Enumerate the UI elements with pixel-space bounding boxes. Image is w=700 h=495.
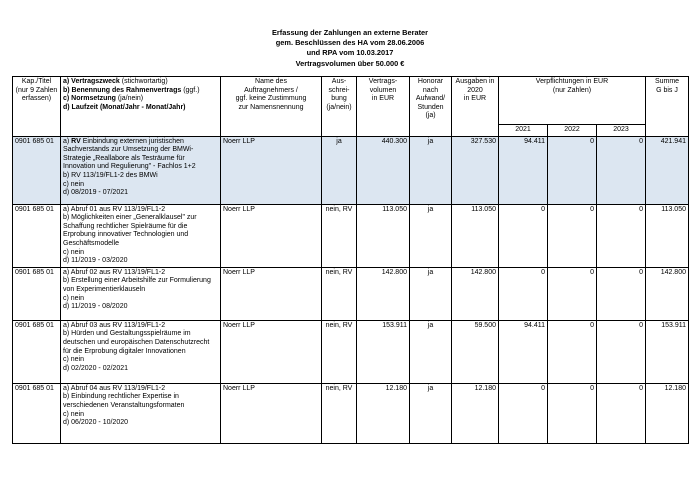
cell-description xyxy=(61,267,221,320)
title-line-2: gem. Beschlüssen des HA vom 28.06.2006 xyxy=(275,38,425,48)
desc-line: c) nein xyxy=(63,410,85,418)
header-volumen-line: Vertrags- xyxy=(368,78,398,85)
header-summe xyxy=(646,77,689,137)
header-vertrag-line: d) Laufzeit (Monat/Jahr - Monat/Jahr) xyxy=(63,103,186,111)
cell-summe: 153.911 xyxy=(646,320,689,383)
cell-volumen: 440.300 xyxy=(357,136,410,204)
header-honorar-line: nach xyxy=(422,86,439,94)
cell-2021: 0 xyxy=(499,204,548,267)
header-ausschreibung-line: schrei- xyxy=(328,86,350,94)
desc-line: a) RV Einbindung externen juristischen Sachverstands zur Umsetzung der BMWi-Strategie „Reallabore als Testräume für Innovation und Regulierung" - Fachlos 1+2 xyxy=(63,137,196,171)
table-row xyxy=(13,383,689,443)
cell-2023: 0 xyxy=(597,204,646,267)
header-auftragnehmer-line: ggf. keine Zustimmung xyxy=(235,95,307,103)
cell-ausschreibung: nein, RV xyxy=(322,383,357,443)
cell-2022: 0 xyxy=(548,383,597,443)
header-vertrag-line: b) Benennung des Rahmenvertrags (ggf.) xyxy=(63,86,200,94)
header-honorar-line: Aufwand/ xyxy=(415,95,446,103)
header-ausgaben xyxy=(452,77,499,137)
header-ausgaben-line: Ausgaben in xyxy=(455,78,495,85)
document-title xyxy=(0,28,700,69)
cell-honorar: ja xyxy=(410,320,452,383)
header-verpflichtungen-line: (nur Zahlen) xyxy=(552,86,592,94)
title-line-4: Vertragsvolumen über 50.000 € xyxy=(295,58,405,68)
cell-ausgaben: 59.500 xyxy=(452,320,499,383)
cell-volumen: 153.911 xyxy=(357,320,410,383)
cell-kap: 0901 685 01 xyxy=(13,136,61,204)
desc-line: c) nein xyxy=(63,356,85,364)
desc-line: b) Möglichkeiten einer „Generalklausel" zur Schaffung rechtlicher Spielräume für die Erprobung innovativer Technologien und Geschäftsmodelle xyxy=(63,214,197,247)
header-auftragnehmer-line: zur Namensnennung xyxy=(238,103,304,111)
desc-line: b) Einbindung rechtlicher Expertise in verschiedenen Veranstaltungsformaten xyxy=(63,393,185,409)
header-volumen xyxy=(357,77,410,137)
cell-summe: 142.800 xyxy=(646,267,689,320)
header-year-2023: 2023 xyxy=(597,125,646,137)
cell-2022: 0 xyxy=(548,320,597,383)
table-row xyxy=(13,320,689,383)
cell-honorar: ja xyxy=(410,383,452,443)
cell-2022: 0 xyxy=(548,136,597,204)
header-verpflichtungen xyxy=(499,77,646,125)
cell-volumen: 12.180 xyxy=(357,383,410,443)
cell-description xyxy=(61,320,221,383)
header-auftragnehmer xyxy=(221,77,322,137)
desc-line: a) Abruf 04 aus RV 113/19/FL1-2 xyxy=(63,384,166,392)
header-ausgaben-line: 2020 xyxy=(467,86,483,94)
cell-2023: 0 xyxy=(597,136,646,204)
desc-line: c) nein xyxy=(63,248,85,256)
cell-2023: 0 xyxy=(597,267,646,320)
desc-line: b) RV 113/19/FL1-2 des BMWi xyxy=(63,171,158,179)
table-row xyxy=(13,267,689,320)
cell-2021: 94.411 xyxy=(499,320,548,383)
cell-volumen: 142.800 xyxy=(357,267,410,320)
cell-honorar: ja xyxy=(410,267,452,320)
title-line-1: Erfassung der Zahlungen an externe Berater xyxy=(271,28,429,37)
cell-2021: 0 xyxy=(499,267,548,320)
cell-2021: 0 xyxy=(499,383,548,443)
cell-description xyxy=(61,136,221,204)
header-ausgaben-line: in EUR xyxy=(463,95,487,103)
desc-line: d) 02/2020 - 02/2021 xyxy=(63,364,128,372)
header-ausschreibung xyxy=(322,77,357,137)
cell-auftragnehmer: Noerr LLP xyxy=(221,136,322,204)
header-kap-line: (nur 9 Zahlen xyxy=(15,86,58,94)
cell-kap: 0901 685 01 xyxy=(13,320,61,383)
desc-line: d) 08/2019 - 07/2021 xyxy=(63,189,128,197)
desc-line: c) nein xyxy=(63,294,85,302)
desc-line: c) nein xyxy=(63,180,85,188)
table-row xyxy=(13,136,689,204)
cell-ausgaben: 113.050 xyxy=(452,204,499,267)
cell-auftragnehmer: Noerr LLP xyxy=(221,383,322,443)
header-honorar-line: Honorar xyxy=(417,78,444,85)
cell-ausgaben: 12.180 xyxy=(452,383,499,443)
desc-line: a) Abruf 02 aus RV 113/19/FL1-2 xyxy=(63,268,166,276)
header-kap-line: erfassen) xyxy=(21,95,52,103)
header-vertrag-line: c) Normsetzung (ja/nein) xyxy=(63,95,144,103)
header-auftragnehmer-line: Name des xyxy=(255,78,287,85)
cell-ausgaben: 327.530 xyxy=(452,136,499,204)
header-auftragnehmer-line: Auftragnehmers / xyxy=(244,86,298,94)
header-summe-line: G bis J xyxy=(656,86,678,94)
header-kap-titel xyxy=(13,77,61,137)
cell-ausschreibung: ja xyxy=(322,136,357,204)
cell-summe: 12.180 xyxy=(646,383,689,443)
cell-2023: 0 xyxy=(597,320,646,383)
cell-kap: 0901 685 01 xyxy=(13,267,61,320)
cell-description xyxy=(61,383,221,443)
cell-auftragnehmer: Noerr LLP xyxy=(221,204,322,267)
desc-line: b) Erstellung einer Arbeitshilfe zur Formulierung von Experimentierklauseln xyxy=(63,277,211,293)
header-ausschreibung-line: Aus- xyxy=(331,78,347,85)
header-ausschreibung-line: (ja/nein) xyxy=(326,103,352,111)
cell-summe: 113.050 xyxy=(646,204,689,267)
header-year-2022: 2022 xyxy=(548,125,597,137)
cell-description xyxy=(61,204,221,267)
cell-2021: 94.411 xyxy=(499,136,548,204)
header-verpflichtungen-line: Verpflichtungen in EUR xyxy=(535,78,609,85)
desc-line: d) 11/2019 - 08/2020 xyxy=(63,303,128,311)
header-vertrag xyxy=(61,77,221,137)
cell-ausschreibung: nein, RV xyxy=(322,267,357,320)
cell-auftragnehmer: Noerr LLP xyxy=(221,267,322,320)
payments-table xyxy=(12,76,689,444)
header-honorar-line: (ja) xyxy=(425,112,436,120)
cell-2022: 0 xyxy=(548,267,597,320)
header-volumen-line: volumen xyxy=(369,86,397,94)
cell-honorar: ja xyxy=(410,204,452,267)
cell-kap: 0901 685 01 xyxy=(13,204,61,267)
cell-2022: 0 xyxy=(548,204,597,267)
desc-line: b) Hürden und Gestaltungsspielräume im deutschen und europäischen Datenschutzrecht für die Erprobung digitaler Innovationen xyxy=(63,330,210,355)
header-volumen-line: in EUR xyxy=(371,95,395,103)
cell-ausgaben: 142.800 xyxy=(452,267,499,320)
desc-line: d) 06/2020 - 10/2020 xyxy=(63,419,128,427)
header-year-2021: 2021 xyxy=(499,125,548,137)
header-honorar-line: Stunden xyxy=(417,103,444,111)
header-ausschreibung-line: bung xyxy=(331,95,347,103)
header-honorar xyxy=(410,77,452,137)
cell-volumen: 113.050 xyxy=(357,204,410,267)
header-kap-line: Kap./Titel xyxy=(21,78,52,85)
cell-ausschreibung: nein, RV xyxy=(322,204,357,267)
header-summe-line: Summe xyxy=(654,78,680,85)
desc-line: a) Abruf 03 aus RV 113/19/FL1-2 xyxy=(63,321,166,329)
desc-line: d) 11/2019 - 03/2020 xyxy=(63,257,128,265)
table-row xyxy=(13,204,689,267)
cell-kap: 0901 685 01 xyxy=(13,383,61,443)
header-vertrag-line: a) Vertragszweck (stichwortartig) xyxy=(63,78,168,85)
cell-2023: 0 xyxy=(597,383,646,443)
cell-auftragnehmer: Noerr LLP xyxy=(221,320,322,383)
title-line-3: und RPA vom 10.03.2017 xyxy=(306,48,394,58)
desc-line: a) Abruf 01 aus RV 113/19/FL1-2 xyxy=(63,205,166,213)
cell-ausschreibung: nein, RV xyxy=(322,320,357,383)
cell-honorar: ja xyxy=(410,136,452,204)
cell-summe: 421.941 xyxy=(646,136,689,204)
